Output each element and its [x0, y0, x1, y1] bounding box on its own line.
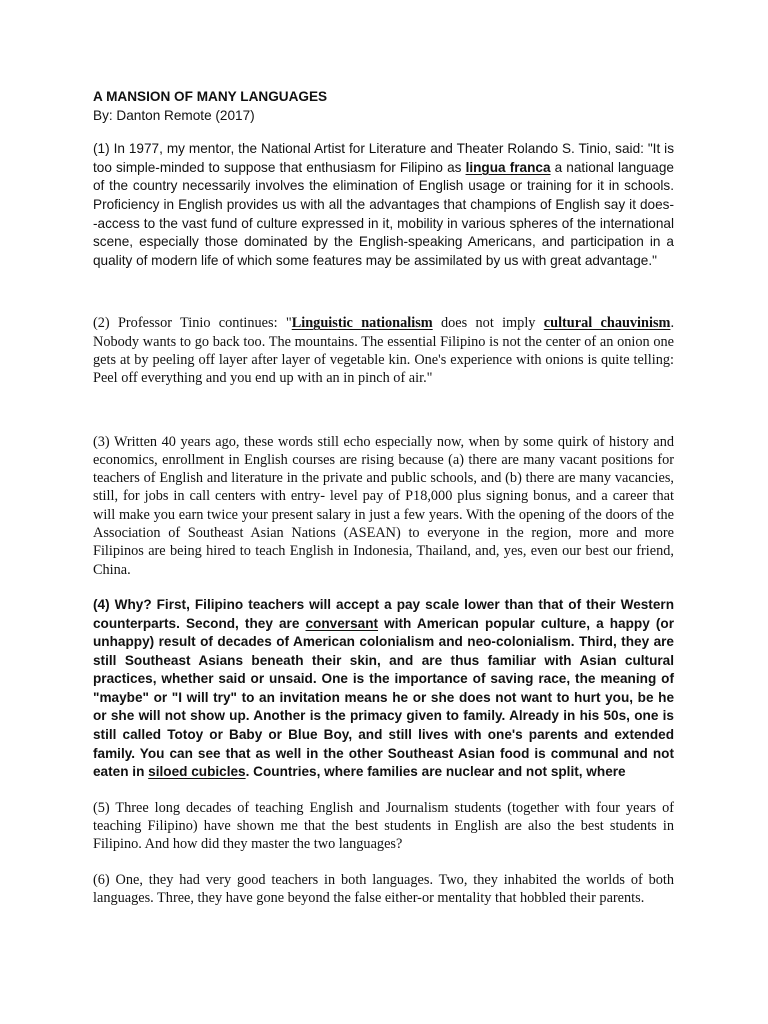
- paragraph-3: (3) Written 40 years ago, these words still echo especially now, when by some quirk of history and economics, enrollment in English courses are rising because (a) there are many vacant positions for teachers of English and literature in the private and public schools, and (b) there are many vacancies, still, for jobs in call centers with entry- level pay of P18,000 plus signing bonus, and a career that will make you earn twice your present salary in just a few years. With the opening of the doors of the Association of Southeast Asian Nations (ASEAN) to everyone in the region, more and more Filipinos are being hired to teach English in Indonesia, Thailand, and, yes, even our best our friend, China.: [93, 433, 674, 578]
- paragraph-2-text-a: (2) Professor Tinio continues: ": [93, 315, 292, 332]
- term-lingua-franca: lingua franca: [465, 159, 551, 175]
- document-title: A MANSION OF MANY LANGUAGES: [93, 89, 328, 104]
- paragraph-4-text-c: . Countries, where families are nuclear and not split, where: [245, 764, 626, 780]
- paragraph-2-text-c: . Nobody wants to go back too. The mountains. The essential Filipino is not the center of an onion one gets at by peeling off layer after layer of vegetable kin. One's experience with onions is quite telling: Peel off everything and you end up with an in pinch of air.": [93, 315, 675, 387]
- term-siloed-cubicles: siloed cubicles: [148, 764, 246, 780]
- paragraph-4-text-a: (4) Why? First, Filipino teachers will accept a pay scale lower than that of their Western counterparts. Second, they are: [93, 596, 674, 631]
- document-page: [93, 88, 674, 907]
- paragraph-4-text-b: with American popular culture, a happy (or unhappy) result of decades of American colonialism and neo-colonialism. Third, they are still Southeast Asians beneath their skin, and are thus familiar with Asian cultural practices, whether said or unsaid. One is the importance of saving race, the meaning of "maybe" or "I will try" to an invitation means he or she does not want to hurt you, be he or she will not show up. Another is the primacy given to family. Already in his 50s, one is still called Totoy or Baby or Blue Boy, and still lives with one's parents and extended family. You can see that as well in the other Southeast Asian food is communal and not eaten in: [93, 615, 674, 780]
- paragraph-1: [93, 140, 674, 270]
- paragraph-4: [93, 596, 674, 782]
- term-conversant: conversant: [305, 615, 379, 631]
- paragraph-5: (5) Three long decades of teaching English and Journalism students (together with four years of teaching Filipino) have shown me that the best students in English are also the best students in Filipino. And how did they master the two languages?: [93, 799, 674, 853]
- term-linguistic-nationalism: Linguistic nationalism: [291, 315, 433, 332]
- paragraph-2: [93, 314, 674, 387]
- term-cultural-chauvinism: cultural chauvinism: [543, 315, 671, 332]
- paragraph-1-text-b: a national language of the country necessarily involves the elimination of English usage or training for it in schools. Proficiency in English provides us with all the advantages that champions of English say it does--access to the vast fund of culture expressed in it, mobility in various spheres of the international scene, especially those dominated by the English-speaking Americans, and participation in a quality of modern life of which some features may be assimilated by us with great advantage.": [93, 159, 674, 268]
- paragraph-6: (6) One, they had very good teachers in both languages. Two, they inhabited the worlds of both languages. Three, they have gone beyond the false either-or mentality that hobbled their parents.: [93, 871, 674, 907]
- document-byline: By: Danton Remote (2017): [93, 107, 255, 123]
- paragraph-2-text-b: does not imply: [432, 315, 544, 332]
- paragraph-1-text-a: (1) In 1977, my mentor, the National Artist for Literature and Theater Rolando S. Tinio, said: "It is too simple-minded to suppose that enthusiasm for Filipino as: [93, 141, 674, 175]
